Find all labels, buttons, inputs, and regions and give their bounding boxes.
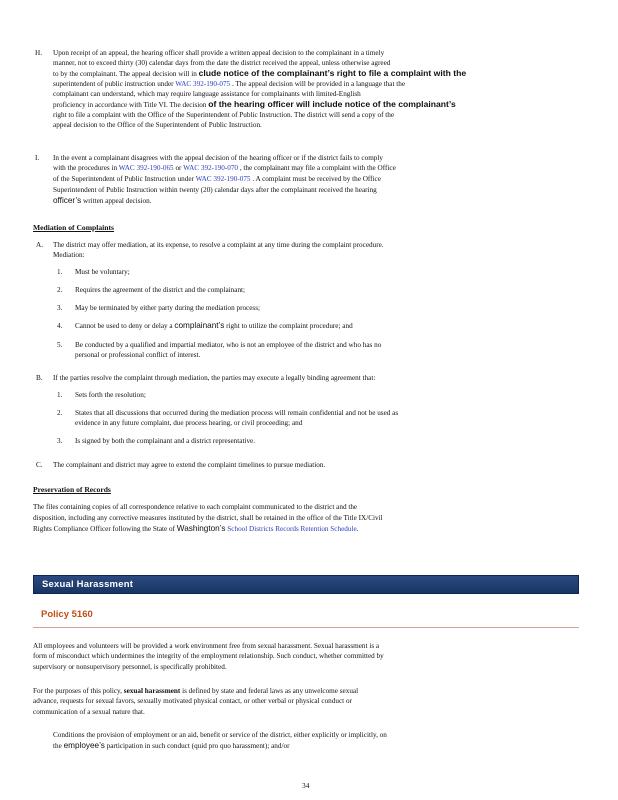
retention-schedule-link[interactable]: School Districts Records Retention Schedule [227,525,357,533]
preservation-text: Rights Compliance Officer following the State of [33,525,175,533]
bullet-text: participation in such conduct (quid pro quo harassment); and/or [106,742,290,750]
section-h-line: Upon receipt of an appeal, the hearing officer shall provide a written appeal decision to the complainant in a timely [53,49,385,57]
wac-link[interactable]: WAC 392-190-070 [183,164,239,172]
section-h-line: complainant can understand, which may require language assistance for complainants with limited-English [53,90,361,98]
body-text: is defined by state and federal laws as any unwelcome sexual [182,687,359,695]
section-i-line [53,196,569,207]
preservation-line: The files containing copies of all correspondence relative to each complaint communicated to the district and the [33,503,358,511]
section-i-text: written appeal decision. [83,197,152,205]
mediation-b-label: B. [36,374,43,382]
wac-link[interactable]: WAC 392-190-075 [195,175,251,183]
section-h-line: manner, not to exceed thirty (30) calendar days from the date the district received the appeal, unless otherwise agreed [53,59,391,67]
section-i-line: Superintendent of Public Instruction within twenty (20) calendar days after the complainant received the hearing [53,186,377,194]
section-h-line: right to file a complaint with the Office of the Superintendent of Public Instruction. The district will send a copy of the [53,111,395,119]
page-number: 34 [302,781,310,790]
section-h-line [53,80,569,90]
list-number: 5. [57,341,63,349]
section-banner [33,575,579,594]
wac-link[interactable]: WAC 392-190-065 [118,164,174,172]
section-i-text: or [175,164,182,172]
list-number: 2. [57,409,63,417]
list-number: 1. [57,391,63,399]
list-number: 2. [57,286,63,294]
section-i-line: In the event a complainant disagrees with the appeal decision of the hearing officer or if the district fails to comply [53,154,383,162]
list-item-text: Cannot be used to deny or delay a [75,322,173,330]
list-item: May be terminated by either party during the mediation process; [75,304,261,312]
list-item: States that all discussions that occurred during the mediation process will remain confidential and not be used as [75,409,399,417]
section-i-line [53,175,569,185]
section-h-text: . The appeal decision will be provided in a language that the [231,80,406,88]
mediation-a-label: A. [36,241,43,249]
mediation-a-line: Mediation: [53,251,85,259]
preservation-line [33,524,569,535]
list-item [75,321,569,332]
preservation-line: disposition, including any corrective measures instituted by the district, shall be retained in the office of the Title IX/Civil [33,514,383,522]
preservation-text: . [356,525,359,533]
wac-link[interactable]: WAC 392-190-075 [175,80,231,88]
list-number: 4. [57,322,63,330]
preservation-emphasis: Washington’s [176,524,226,533]
bullet-line: Conditions the provision of employment or an aid, benefit or service of the district, either explicitly or implicitly, on [53,731,387,739]
section-i-line [53,164,569,174]
mediation-a-line: The district may offer mediation, at its expense, to resolve a complaint at any time during the complaint procedure. [53,241,384,249]
list-item: Be conducted by a qualified and impartial mediator, who is not an employee of the district and who has no [75,341,382,349]
defined-term: sexual harassment [123,687,181,695]
section-i-text: , the complainant may file a complaint with the Office [239,164,396,172]
section-i-emphasis: officer’s [53,196,82,205]
section-i-text: of the Superintendent of Public Instruction under [53,175,194,183]
section-h-emphasis: clude notice of the complainant’s right to file a complaint with the [198,68,467,78]
section-h-text: proficiency in accordance with Title VI. The decision [53,101,207,109]
section-h-line: appeal decision to the Office of the Superintendent of Public Instruction. [53,121,262,129]
banner-title: Sexual Harassment [42,579,134,590]
section-h-text: to by the complainant. The appeal decision will in [53,70,197,78]
body-line [33,687,569,697]
list-item: Is signed by both the complainant and a district representative. [75,437,256,445]
list-number: 3. [57,304,63,312]
body-line: form of misconduct which undermines the integrity of the employment relationship. Such conduct, whether committed by [33,652,384,660]
bullet-text: the [53,742,62,750]
body-line: advance, requests for sexual favors, sexually motivated physical contact, or other verbal or physical conduct or [33,697,352,705]
list-item: personal or professional conflict of interest. [75,351,201,359]
section-h-text: superintendent of public instruction under [53,80,174,88]
body-line: All employees and volunteers will be provided a work environment free from sexual harassment. Sexual harassment is a [33,642,380,650]
list-item: evidence in any future complaint, due process hearing, or civil proceeding; and [75,419,303,427]
mediation-b-line: If the parties resolve the complaint through mediation, the parties may execute a legally binding agreement that: [53,374,376,382]
list-item: Must be voluntary; [75,268,130,276]
list-number: 3. [57,437,63,445]
mediation-c-label: C. [36,461,43,469]
list-number: 1. [57,268,63,276]
body-text: For the purposes of this policy, [33,687,122,695]
body-line: supervisory or nonsupervisory personnel, is specifically prohibited. [33,663,227,671]
section-i-label: I. [35,154,40,162]
list-item: Sets forth the resolution; [75,391,146,399]
section-h-line [53,69,569,80]
body-line: communication of a sexual nature that. [33,708,145,716]
list-item: Requires the agreement of the district and the complainant; [75,286,246,294]
divider [33,627,579,628]
section-h-emphasis: of the hearing officer will include notice of the complainant’s [208,99,456,109]
section-h-line [53,100,569,111]
section-h-label: H. [35,49,42,57]
section-i-text: with the procedures in [53,164,118,172]
section-i-text: . A complaint must be received by the Office [252,175,381,183]
preservation-heading: Preservation of Records [33,485,111,494]
mediation-c-line: The complainant and district may agree to extend the complaint timelines to pursue mediation. [53,461,326,469]
bullet-emphasis: employee’s [63,741,105,750]
mediation-heading: Mediation of Complaints [33,223,115,232]
list-item-text: right to utilize the complaint procedure; and [226,322,353,330]
bullet-line [53,741,569,752]
list-item-emphasis: complainant’s [174,321,225,330]
policy-number: Policy 5160 [41,609,93,620]
